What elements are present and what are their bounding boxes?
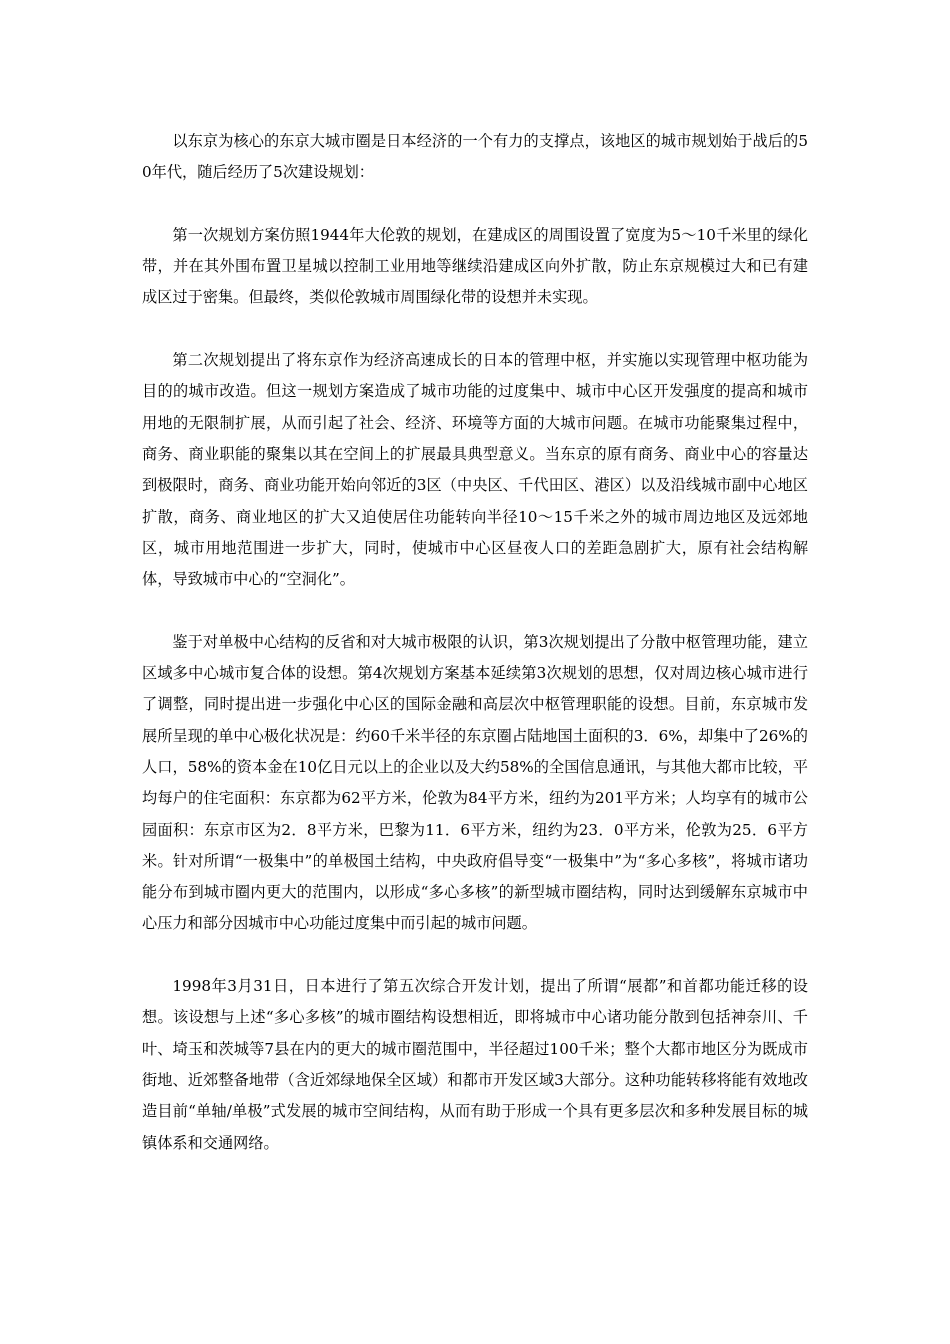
paragraph-4: 鉴于对单极中心结构的反省和对大城市极限的认识，第3次规划提出了分散中枢管理功能，建立区域多中心城市复合体的设想。第4次规划方案基本延续第3次规划的思想，仅对周边核心城市进行了调整，同时提出进一步强化中心区的国际金融和高层次中枢管理职能的设想。目前，东京城市发展所呈现的单中心极化状况是：约60千米半径的东京圈占陆地国土面积的3．6%，却集中了26%的人口，58%的资本金在10亿日元以上的企业以及大约58%的全国信息通讯，与其他大都市比较，平均每户的住宅面积：东京都为62平方米，伦敦为84平方米，纽约为201平方米；人均享有的城市公园面积：东京市区为2．8平方米，巴黎为11．6平方米，纽约为23．0平方米，伦敦为25．6平方米。针对所谓“一极集中”的单极国土结构，中央政府倡导变“一极集中”为“多心多核”，将城市诸功能分布到城市圈内更大的范围内，以形成“多心多核”的新型城市圈结构，同时达到缓解东京城市中心压力和部分因城市中心功能过度集中而引起的城市问题。 [142,632,808,933]
paragraph-5: 1998年3月31日，日本进行了第五次综合开发计划，提出了所谓“展都”和首都功能迁移的设想。该设想与上述“多心多核”的城市圈结构设想相近，即将城市中心诸功能分散到包括神奈川、千叶、埼玉和茨城等7县在内的更大的城市圈范围中，半径超过100千米；整个大都市地区分为既成市街地、近郊整备地带（含近郊绿地保全区域）和都市开发区域3大部分。这种功能转移将能有效地改造目前“单轴/单极”式发展的城市空间结构，从而有助于形成一个具有更多层次和多种发展目标的城镇体系和交通网络。 [142,977,808,1152]
document-body [142,126,808,1190]
paragraph-1: 以东京为核心的东京大城市圈是日本经济的一个有力的支撑点，该地区的城市规划始于战后的50年代，随后经历了5次建设规划： [142,132,808,182]
paragraph-2: 第一次规划方案仿照1944年大伦敦的规划，在建成区的周围设置了宽度为5～10千米里的绿化带，并在其外围布置卫星城以控制工业用地等继续沿建成区向外扩散，防止东京规模过大和已有建成区过于密集。但最终，类似伦敦城市周围绿化带的设想并未实现。 [142,225,808,307]
paragraph-3: 第二次规划提出了将东京作为经济高速成长的日本的管理中枢，并实施以实现管理中枢功能为目的的城市改造。但这一规划方案造成了城市功能的过度集中、城市中心区开发强度的提高和城市用地的无限制扩展，从而引起了社会、经济、环境等方面的大城市问题。在城市功能聚集过程中，商务、商业职能的聚集以其在空间上的扩展最具典型意义。当东京的原有商务、商业中心的容量达到极限时，商务、商业功能开始向邻近的3区（中央区、千代田区、港区）以及沿线城市副中心地区扩散，商务、商业地区的扩大又迫使居住功能转向半径10～15千米之外的城市周边地区及远郊地区，城市用地范围进一步扩大，同时，使城市中心区昼夜人口的差距急剧扩大，原有社会结构解体，导致城市中心的“空洞化”。 [142,351,808,589]
